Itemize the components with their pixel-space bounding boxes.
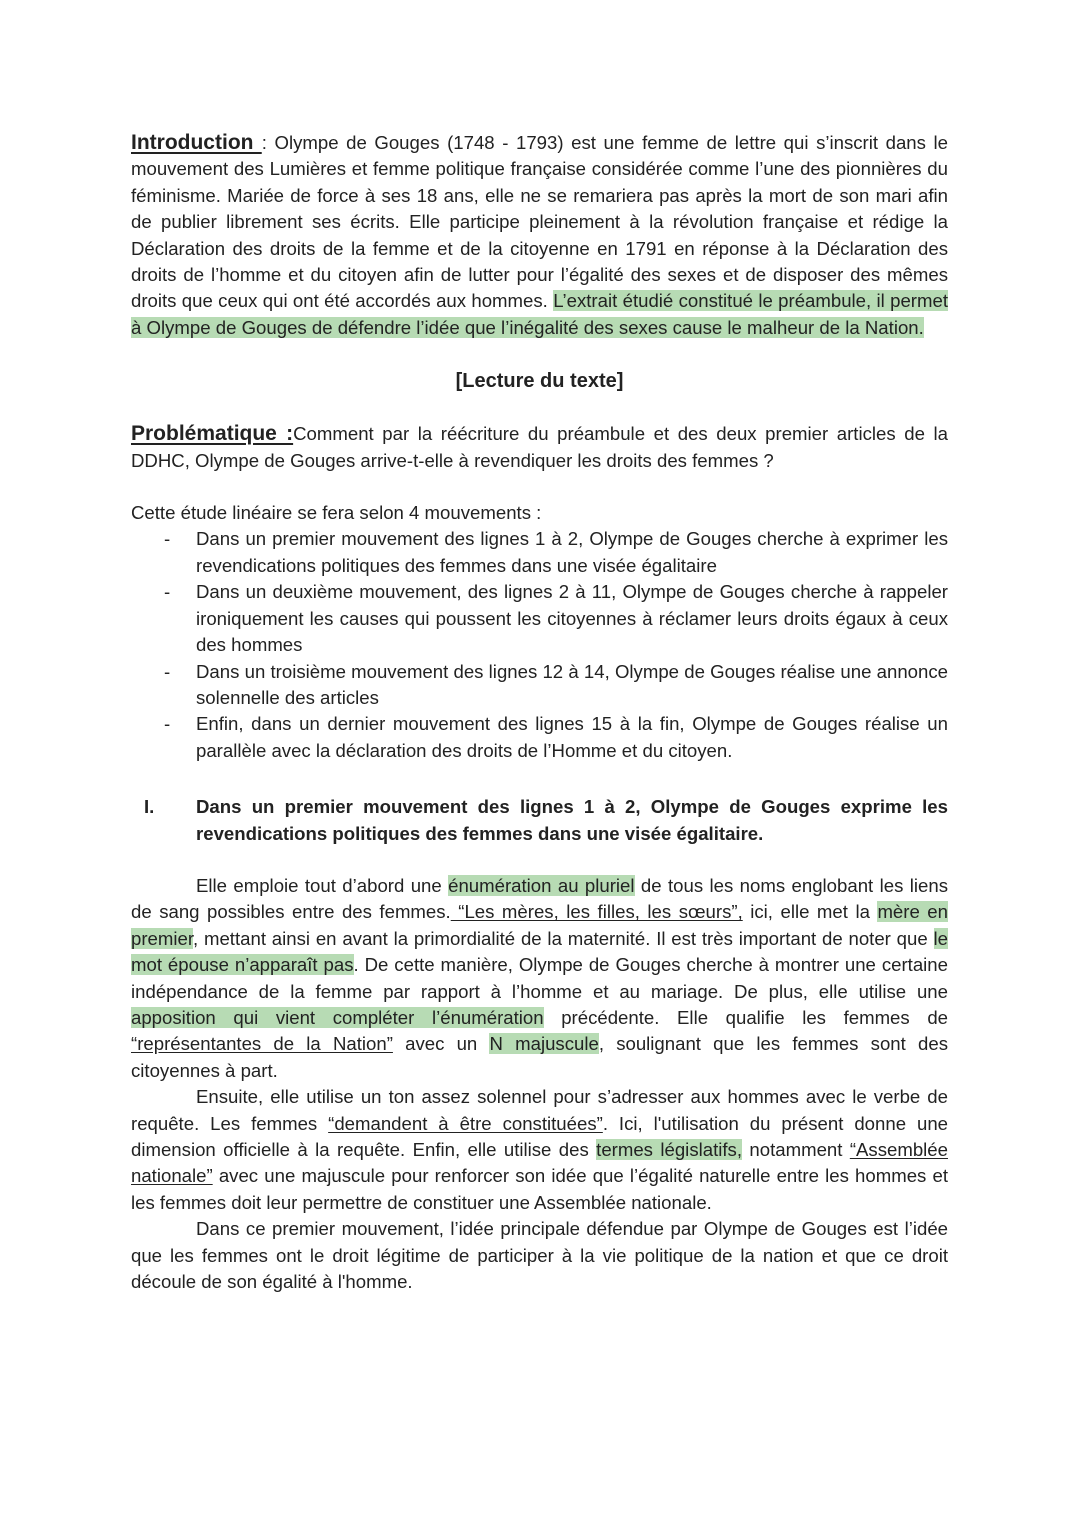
introduction-highlight: L’extrait étudié constitué le préambule, il permet à Olympe de Gouges de défendre l’idée que l’inégalité des sexes cause le malheur de la Nation. — [131, 290, 948, 338]
document-page — [131, 130, 948, 1295]
body-paragraph-1: Elle emploie tout d’abord une énumération au pluriel de tous les noms englobant les liens de sang possibles entre des femmes. “Les mères, les filles, les sœurs”, ici, elle met la mère en premier, mettant ainsi en avant la primordialité de la maternité. Il est très important de noter que le mot épouse n’apparaît pas. De cette manière, Olympe de Gouges cherche à montrer une certaine indépendance de la femme par rapport à l’homme et au mariage. De plus, elle utilise une apposition qui vient compléter l’énumération précédente. Elle qualifie les femmes de “représentantes de la Nation” avec un N majuscule, soulignant que les femmes sont des citoyennes à part. — [131, 874, 948, 1081]
list-item: - Enfin, dans un dernier mouvement des lignes 15 à la fin, Olympe de Gouges réalise un parallèle avec la déclaration des droits de l’Homme et du citoyen. — [164, 713, 948, 761]
section-heading — [131, 794, 948, 847]
section-number: I. — [144, 796, 155, 818]
problematique-paragraph — [131, 421, 948, 474]
introduction-paragraph — [131, 130, 948, 341]
section-title: Dans un premier mouvement des lignes 1 à 2, Olympe de Gouges exprime les revendications politiques des femmes dans une visée égalitaire. — [196, 796, 948, 844]
list-item: - Dans un deuxième mouvement, des lignes 2 à 11, Olympe de Gouges cherche à rappeler ironiquement les causes qui poussent les citoyennes à réclamer leurs droits égaux à ceux des hommes — [164, 581, 948, 656]
lecture-heading: [Lecture du texte] — [455, 370, 624, 393]
problematique-label: Problématique : — [131, 422, 294, 446]
introduction-text: : Olympe de Gouges (1748 - 1793) est une femme de lettre qui s’inscrit dans le mouvement des Lumières et femme politique française considérée comme l’une des pionnières du féminisme. Mariée de force à ses 18 ans, elle ne se remariera pas après la mort de son mari afin de publier librement ses écrits. Elle participe pleinement à la révolution française et rédige la Déclaration des droits de la femme et de la citoyenne en 1791 en réponse à la Déclaration des droits de l’homme et du citoyen afin de lutter pour l’égalité des sexes et de disposer des mêmes droits que ceux qui ont été accordés aux hommes. — [131, 132, 948, 312]
body-paragraph-3: Dans ce premier mouvement, l’idée principale défendue par Olympe de Gouges est l’idée que les femmes ont le droit légitime de participer à la vie politique de la nation et que ce droit découle de son égalité à l'homme. — [131, 1218, 948, 1293]
body-paragraph-2: Ensuite, elle utilise un ton assez solennel pour s’adresser aux hommes avec le verbe de requête. Les femmes “demandent à être constituées”. Ici, l'utilisation du présent donne une dimension officielle à la requête. Enfin, elle utilise des termes législatifs, notamment “Assemblée nationale” avec une majuscule pour renforcer son idée que l’égalité naturelle entre les hommes et les femmes doit leur permettre de constituer une Assemblée nationale. — [131, 1086, 948, 1213]
list-item: - Dans un premier mouvement des lignes 1 à 2, Olympe de Gouges cherche à exprimer les revendications politiques des femmes dans une visée égalitaire — [164, 528, 948, 576]
plan-list — [131, 526, 948, 764]
plan-intro: Cette étude linéaire se fera selon 4 mouvements : — [131, 502, 542, 524]
introduction-label: Introduction — [131, 131, 262, 154]
problematique-text: Comment par la réécriture du préambule et des deux premier articles de la DDHC, Olympe de Gouges arrive-t-elle à revendiquer les droits des femmes ? — [131, 423, 948, 471]
list-item: - Dans un troisième mouvement des lignes 12 à 14, Olympe de Gouges réalise une annonce solennelle des articles — [164, 660, 948, 708]
